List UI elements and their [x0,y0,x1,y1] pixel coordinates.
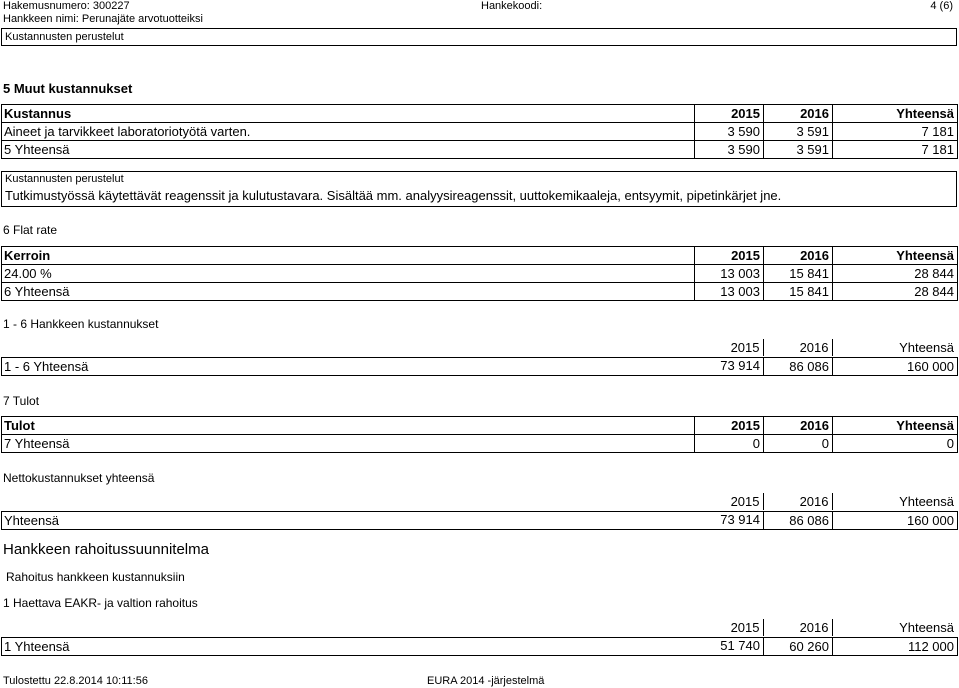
table-header-row [2,247,958,265]
rahoitus-subtitle: Rahoitus hankkeen kustannuksiin [6,570,185,584]
hankkeen-kustannukset-total [1,357,958,376]
perustelut-box [1,171,957,207]
flat-rate-table [1,246,958,301]
table-cell: 5 Yhteensä [2,141,695,159]
table-header-row [1,493,957,510]
table-cell: 0 [695,435,764,453]
column-header: 2015 [1,493,763,510]
table-cell: 13 003 [695,265,764,283]
table-cell: 0 [764,435,833,453]
column-header: 2016 [764,417,833,435]
table-total-row [2,141,958,159]
table-header-row [2,417,958,435]
table-total-row [2,512,958,530]
section-header-box [1,28,957,46]
table-cell: 3 591 [764,141,833,159]
table-cell: 3 591 [764,123,833,141]
column-header: Tulot [2,417,695,435]
netto-total [1,511,958,530]
section-title-flat-rate: 6 Flat rate [3,223,58,237]
perustelut-text: Tutkimustyössä käytettävät reagenssit ja kulutustavara. Sisältää mm. analyysireagenssit, uuttokemikaaleja, entsyymit, pipetinkärjet jne. [5,188,782,203]
total-2015: 51 740 [720,638,760,653]
netto-header [1,493,957,510]
table-cell: 0 [833,435,958,453]
page-number: 4 (6) [930,0,953,12]
table-total-row [2,638,958,656]
tulot-table [1,416,958,453]
column-header: 2015 [695,247,764,265]
column-header: 2015 [695,105,764,123]
system-name: EURA 2014 -järjestelmä [427,675,545,687]
printed-timestamp: Tulostettu 22.8.2014 10:11:56 [3,675,148,687]
column-header: Yhteensä [832,339,957,356]
table-cell: 3 590 [695,123,764,141]
section-header-label: Kustannusten perustelut [5,31,124,43]
column-header: Kustannus [2,105,695,123]
total-2015: 73 914 [720,358,760,373]
table-cell [2,358,764,376]
rahoitus-total [1,637,958,656]
table-cell [2,512,764,530]
table-cell: Aineet ja tarvikkeet laboratoriotyötä varten. [2,123,695,141]
column-header: 2016 [764,247,833,265]
table-cell: 7 Yhteensä [2,435,695,453]
table-cell: 3 590 [695,141,764,159]
column-header: 2016 [763,339,832,356]
section-title-hankkeen-kustannukset: 1 - 6 Hankkeen kustannukset [3,317,159,331]
project-code-label: Hankekoodi: [481,0,543,12]
total-2015: 73 914 [720,512,760,527]
table-cell: 86 086 [764,358,833,376]
table-total-row [2,358,958,376]
table-cell: 13 003 [695,283,764,301]
column-header: 2016 [763,493,832,510]
total-label: 1 Yhteensä [4,638,70,654]
table-row [2,265,958,283]
rahoitus-section: 1 Haettava EAKR- ja valtion rahoitus [3,596,198,610]
section-title-muut: 5 Muut kustannukset [3,81,133,96]
column-header: Yhteensä [833,247,958,265]
hankkeen-kustannukset-table [1,339,957,356]
column-header: 2016 [764,105,833,123]
table-total-row [2,435,958,453]
total-label: 1 - 6 Yhteensä [4,358,89,374]
column-header: Yhteensä [832,619,957,636]
column-header: Kerroin [2,247,695,265]
table-header-row [2,105,958,123]
muut-table [1,104,958,159]
table-cell [2,638,764,656]
column-header: Yhteensä [832,493,957,510]
perustelut-label: Kustannusten perustelut [5,173,124,185]
table-cell: 160 000 [833,358,958,376]
table-cell: 24.00 % [2,265,695,283]
table-cell: 60 260 [764,638,833,656]
section-title-tulot: 7 Tulot [3,394,40,408]
table-header-row [1,339,957,356]
table-total-row [2,283,958,301]
rahoitus-header [1,619,957,636]
rahoitus-title: Hankkeen rahoitussuunnitelma [3,541,209,558]
table-cell: 112 000 [833,638,958,656]
section-title-netto: Nettokustannukset yhteensä [3,471,155,485]
project-name: Hankkeen nimi: Perunajäte arvotuotteiksi [3,13,203,25]
table-cell: 86 086 [764,512,833,530]
table-cell: 15 841 [764,265,833,283]
column-header: 2016 [763,619,832,636]
column-header: 2015 [695,417,764,435]
table-cell: 6 Yhteensä [2,283,695,301]
column-header: 2015 [1,339,763,356]
table-cell: 7 181 [833,141,958,159]
table-header-row [1,619,957,636]
table-cell: 15 841 [764,283,833,301]
column-header: 2015 [1,619,763,636]
table-row [2,123,958,141]
column-header: Yhteensä [833,105,958,123]
table-cell: 28 844 [833,283,958,301]
total-label: Yhteensä [4,512,59,528]
table-cell: 28 844 [833,265,958,283]
column-header: Yhteensä [833,417,958,435]
application-number: Hakemusnumero: 300227 [3,0,130,12]
table-cell: 7 181 [833,123,958,141]
table-cell: 160 000 [833,512,958,530]
